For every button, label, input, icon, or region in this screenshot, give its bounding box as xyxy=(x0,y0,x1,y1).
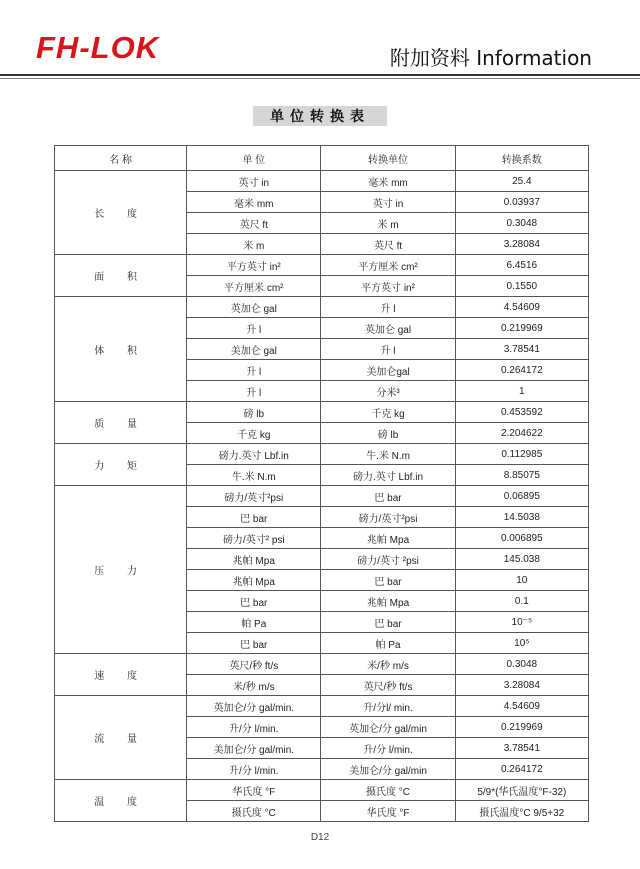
unit-cell: 美加仑 gal xyxy=(187,339,321,360)
factor-cell: 10⁵ xyxy=(455,633,588,654)
target-unit-cell: 兆帕 Mpa xyxy=(321,591,455,612)
header-name: 名 称 xyxy=(55,146,187,171)
header-target-unit: 转换单位 xyxy=(321,146,455,171)
category-cell: 流 量 xyxy=(55,696,187,780)
unit-cell: 巴 bar xyxy=(187,633,321,654)
table-row xyxy=(55,297,589,318)
unit-cell: 平方英寸 in² xyxy=(187,255,321,276)
table-header-row xyxy=(55,146,589,171)
table-row xyxy=(55,486,589,507)
unit-cell: 英尺 ft xyxy=(187,213,321,234)
factor-cell: 0.1550 xyxy=(455,276,588,297)
table-row xyxy=(55,696,589,717)
target-unit-cell: 英尺/秒 ft/s xyxy=(321,675,455,696)
unit-cell: 华氏度 °F xyxy=(187,780,321,801)
section-title: 附加资料 Information xyxy=(389,46,592,70)
factor-cell: 0.112985 xyxy=(455,444,588,465)
category-cell: 质 量 xyxy=(55,402,187,444)
target-unit-cell: 米/秒 m/s xyxy=(321,654,455,675)
target-unit-cell: 牛.米 N.m xyxy=(321,444,455,465)
table-row xyxy=(55,444,589,465)
category-cell: 速 度 xyxy=(55,654,187,696)
factor-cell: 0.3048 xyxy=(455,654,588,675)
category-cell: 压 力 xyxy=(55,486,187,654)
factor-cell: 4.54609 xyxy=(455,297,588,318)
factor-cell: 摄氏温度°C 9/5+32 xyxy=(455,801,588,822)
target-unit-cell: 磅 lb xyxy=(321,423,455,444)
factor-cell: 6.4516 xyxy=(455,255,588,276)
factor-cell: 0.06895 xyxy=(455,486,588,507)
target-unit-cell: 分米³ xyxy=(321,381,455,402)
target-unit-cell: 英加仑/分 gal/min xyxy=(321,717,455,738)
factor-cell: 0.1 xyxy=(455,591,588,612)
unit-cell: 巴 bar xyxy=(187,591,321,612)
target-unit-cell: 英寸 in xyxy=(321,192,455,213)
target-unit-cell: 米 m xyxy=(321,213,455,234)
target-unit-cell: 升/分l/ min. xyxy=(321,696,455,717)
unit-cell: 英寸 in xyxy=(187,171,321,192)
factor-cell: 14.5038 xyxy=(455,507,588,528)
target-unit-cell: 巴 bar xyxy=(321,570,455,591)
unit-cell: 升/分 l/min. xyxy=(187,717,321,738)
unit-cell: 千克 kg xyxy=(187,423,321,444)
unit-cell: 巴 bar xyxy=(187,507,321,528)
unit-cell: 摄氏度 °C xyxy=(187,801,321,822)
table-row xyxy=(55,402,589,423)
factor-cell: 4.54609 xyxy=(455,696,588,717)
factor-cell: 0.264172 xyxy=(455,360,588,381)
target-unit-cell: 华氏度 °F xyxy=(321,801,455,822)
factor-cell: 0.219969 xyxy=(455,717,588,738)
header-divider-thin xyxy=(0,78,640,79)
unit-cell: 升 l xyxy=(187,381,321,402)
unit-cell: 美加仑/分 gal/min. xyxy=(187,738,321,759)
target-unit-cell: 美加仑gal xyxy=(321,360,455,381)
factor-cell: 0.03937 xyxy=(455,192,588,213)
target-unit-cell: 英尺 ft xyxy=(321,234,455,255)
header-factor: 转换系数 xyxy=(455,146,588,171)
table-row xyxy=(55,654,589,675)
conversion-table xyxy=(54,145,589,822)
table-body xyxy=(55,171,589,822)
category-cell: 体 积 xyxy=(55,297,187,402)
unit-cell: 磅力.英寸 Lbf.in xyxy=(187,444,321,465)
target-unit-cell: 毫米 mm xyxy=(321,171,455,192)
table-row xyxy=(55,171,589,192)
page-number: D12 xyxy=(310,832,330,843)
target-unit-cell: 兆帕 Mpa xyxy=(321,528,455,549)
unit-cell: 米 m xyxy=(187,234,321,255)
target-unit-cell: 磅力.英寸 Lbf.in xyxy=(321,465,455,486)
category-cell: 长 度 xyxy=(55,171,187,255)
factor-cell: 3.28084 xyxy=(455,675,588,696)
target-unit-cell: 升 l xyxy=(321,339,455,360)
unit-cell: 英加仑 gal xyxy=(187,297,321,318)
factor-cell: 5/9*(华氏温度°F-32) xyxy=(455,780,588,801)
factor-cell: 0.006895 xyxy=(455,528,588,549)
unit-cell: 英尺/秒 ft/s xyxy=(187,654,321,675)
target-unit-cell: 巴 bar xyxy=(321,486,455,507)
unit-cell: 英加仑/分 gal/min. xyxy=(187,696,321,717)
unit-cell: 升 l xyxy=(187,318,321,339)
unit-cell: 磅力/英寸²psi xyxy=(187,486,321,507)
factor-cell: 145.038 xyxy=(455,549,588,570)
factor-cell: 3.28084 xyxy=(455,234,588,255)
unit-cell: 牛.米 N.m xyxy=(187,465,321,486)
unit-cell: 米/秒 m/s xyxy=(187,675,321,696)
factor-cell: 0.264172 xyxy=(455,759,588,780)
table-row xyxy=(55,255,589,276)
unit-cell: 升/分 l/min. xyxy=(187,759,321,780)
unit-cell: 帕 Pa xyxy=(187,612,321,633)
factor-cell: 10⁻⁵ xyxy=(455,612,588,633)
unit-cell: 兆帕 Mpa xyxy=(187,549,321,570)
factor-cell: 0.3048 xyxy=(455,213,588,234)
unit-cell: 磅力/英寸² psi xyxy=(187,528,321,549)
target-unit-cell: 英加仑 gal xyxy=(321,318,455,339)
factor-cell: 3.78541 xyxy=(455,339,588,360)
factor-cell: 3.78541 xyxy=(455,738,588,759)
target-unit-cell: 平方英寸 in² xyxy=(321,276,455,297)
category-cell: 温 度 xyxy=(55,780,187,822)
unit-cell: 兆帕 Mpa xyxy=(187,570,321,591)
target-unit-cell: 千克 kg xyxy=(321,402,455,423)
factor-cell: 2.204622 xyxy=(455,423,588,444)
unit-cell: 升 l xyxy=(187,360,321,381)
unit-cell: 磅 lb xyxy=(187,402,321,423)
header-unit: 单 位 xyxy=(187,146,321,171)
factor-cell: 0.453592 xyxy=(455,402,588,423)
table-title: 单位转换表 xyxy=(253,106,387,126)
table-row xyxy=(55,780,589,801)
category-cell: 力 矩 xyxy=(55,444,187,486)
category-cell: 面 积 xyxy=(55,255,187,297)
factor-cell: 1 xyxy=(455,381,588,402)
target-unit-cell: 帕 Pa xyxy=(321,633,455,654)
target-unit-cell: 升 l xyxy=(321,297,455,318)
header-divider xyxy=(0,74,640,76)
target-unit-cell: 摄氏度 °C xyxy=(321,780,455,801)
target-unit-cell: 平方厘米 cm² xyxy=(321,255,455,276)
factor-cell: 0.219969 xyxy=(455,318,588,339)
brand-logo: FH-LOK xyxy=(36,30,160,65)
unit-cell: 平方厘米 cm² xyxy=(187,276,321,297)
unit-cell: 毫米 mm xyxy=(187,192,321,213)
factor-cell: 25.4 xyxy=(455,171,588,192)
target-unit-cell: 磅力/英寸²psi xyxy=(321,507,455,528)
target-unit-cell: 升/分 l/min. xyxy=(321,738,455,759)
target-unit-cell: 磅力/英寸 ²psi xyxy=(321,549,455,570)
target-unit-cell: 美加仑/分 gal/min xyxy=(321,759,455,780)
factor-cell: 8.85075 xyxy=(455,465,588,486)
factor-cell: 10 xyxy=(455,570,588,591)
target-unit-cell: 巴 bar xyxy=(321,612,455,633)
